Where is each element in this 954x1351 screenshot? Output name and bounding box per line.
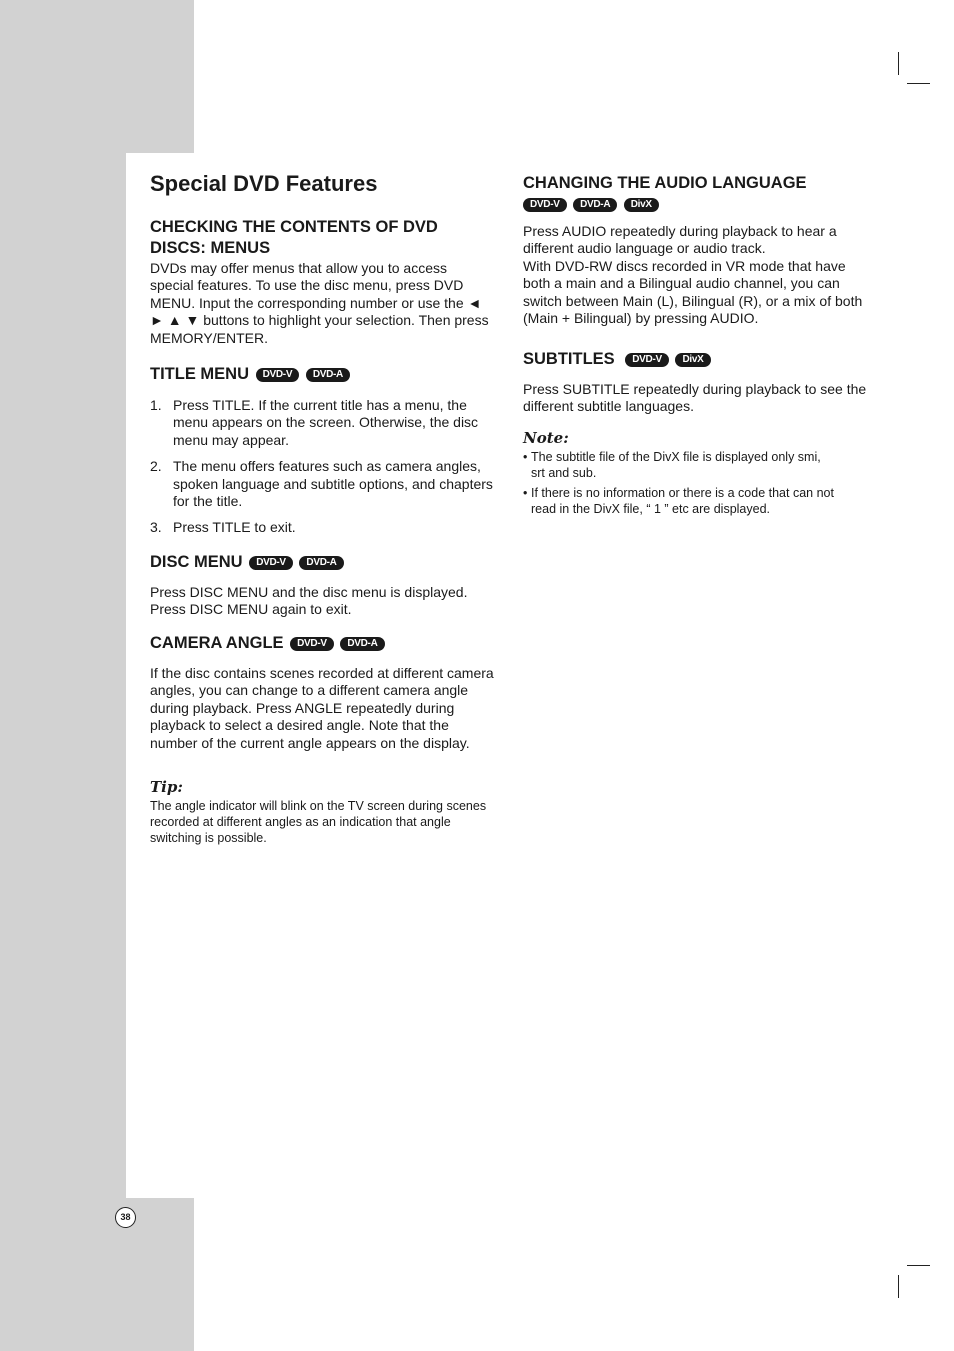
title-menu-steps	[150, 397, 502, 537]
tip-heading: Tip:	[150, 778, 183, 796]
badge-dvd-a: DVD-A	[306, 368, 350, 382]
section-audio-language	[523, 173, 868, 327]
camera-angle-body: If the disc contains scenes recorded at different camera angles, you can change to a different camera angle during playback. Press ANGLE repeatedly during playback to select a desired angle. Note that the number of the current angle appears on the display.	[150, 665, 494, 751]
badge-dvd-a: DVD-A	[340, 637, 384, 651]
title-menu-heading-text: TITLE MENU	[150, 365, 249, 383]
section-disc-menu	[150, 552, 502, 619]
section-title-menu	[150, 364, 502, 546]
margin-band-top	[0, 0, 194, 153]
margin-band-left	[0, 153, 126, 1198]
note-item: • The subtitle file of the DivX file is displayed only smi, srt and sub.	[523, 450, 821, 481]
badge-dvd-a: DVD-A	[573, 198, 617, 212]
disc-menu-body: Press DISC MENU and the disc menu is displayed. Press DISC MENU again to exit.	[150, 584, 468, 618]
camera-angle-heading	[150, 633, 502, 654]
subtitles-heading-text: SUBTITLES	[523, 350, 615, 368]
page-number: 38	[115, 1207, 136, 1228]
badge-dvd-v: DVD-V	[523, 198, 567, 212]
audio-heading: CHANGING THE AUDIO LANGUAGE	[523, 174, 807, 192]
subtitles-heading	[523, 349, 868, 370]
note-heading: Note:	[523, 429, 569, 447]
list-item: 2. The menu offers features such as camera angles, spoken language and subtitle options, and chapters for the title.	[150, 458, 493, 510]
section-subtitles	[523, 349, 868, 416]
title-menu-heading	[150, 364, 502, 385]
badge-divx: DivX	[624, 198, 659, 212]
audio-badges	[523, 198, 868, 212]
audio-body-1: Press AUDIO repeatedly during playback to hear a different audio language or audio track.	[523, 223, 837, 257]
badge-divx: DivX	[675, 353, 710, 367]
badge-dvd-a: DVD-A	[299, 556, 343, 570]
list-item: 3. Press TITLE to exit.	[150, 519, 296, 536]
checking-heading: CHECKING THE CONTENTS OF DVD DISCS: MENUS	[150, 218, 438, 257]
disc-menu-heading-text: DISC MENU	[150, 553, 243, 571]
note-box	[523, 430, 868, 521]
tip-box	[150, 779, 502, 846]
crop-mark-top-vertical	[898, 52, 899, 75]
badge-dvd-v: DVD-V	[256, 368, 300, 382]
badge-dvd-v: DVD-V	[249, 556, 293, 570]
camera-angle-heading-text: CAMERA ANGLE	[150, 634, 284, 652]
note-item: • If there is no information or there is a code that can not read in the DivX file, “ 1 ” etc are displayed.	[523, 486, 834, 517]
margin-band-bottom	[0, 1198, 194, 1351]
badge-dvd-v: DVD-V	[290, 637, 334, 651]
section-camera-angle	[150, 633, 502, 752]
disc-menu-heading	[150, 552, 502, 573]
crop-mark-top-horizontal	[907, 83, 930, 84]
badge-dvd-v: DVD-V	[625, 353, 669, 367]
subtitles-body: Press SUBTITLE repeatedly during playback to see the different subtitle languages.	[523, 381, 867, 415]
list-item: 1. Press TITLE. If the current title has a menu, the menu appears on the screen. Otherwise, the disc menu may appear.	[150, 397, 479, 448]
audio-body-2: With DVD-RW discs recorded in VR mode that have both a main and a Bilingual audio channel, you can switch between Main (L), Bilingual (R), or a mix of both (Main + Bilingual) by pressing AUDIO.	[523, 257, 863, 327]
crop-mark-bottom-vertical	[898, 1275, 899, 1298]
checking-body: DVDs may offer menus that allow you to access special features. To use the disc menu, press DVD MENU. Input the corresponding number or use the ◄ ► ▲ ▼ buttons to highlight your selection. Then press MEMORY/ENTER.	[150, 260, 489, 346]
tip-body: The angle indicator will blink on the TV screen during scenes recorded at different angles as an indication that angle switching is possible.	[150, 799, 487, 846]
page-title: Special DVD Features	[150, 171, 378, 196]
section-checking-menus	[150, 217, 490, 347]
crop-mark-bottom-horizontal	[907, 1265, 930, 1266]
